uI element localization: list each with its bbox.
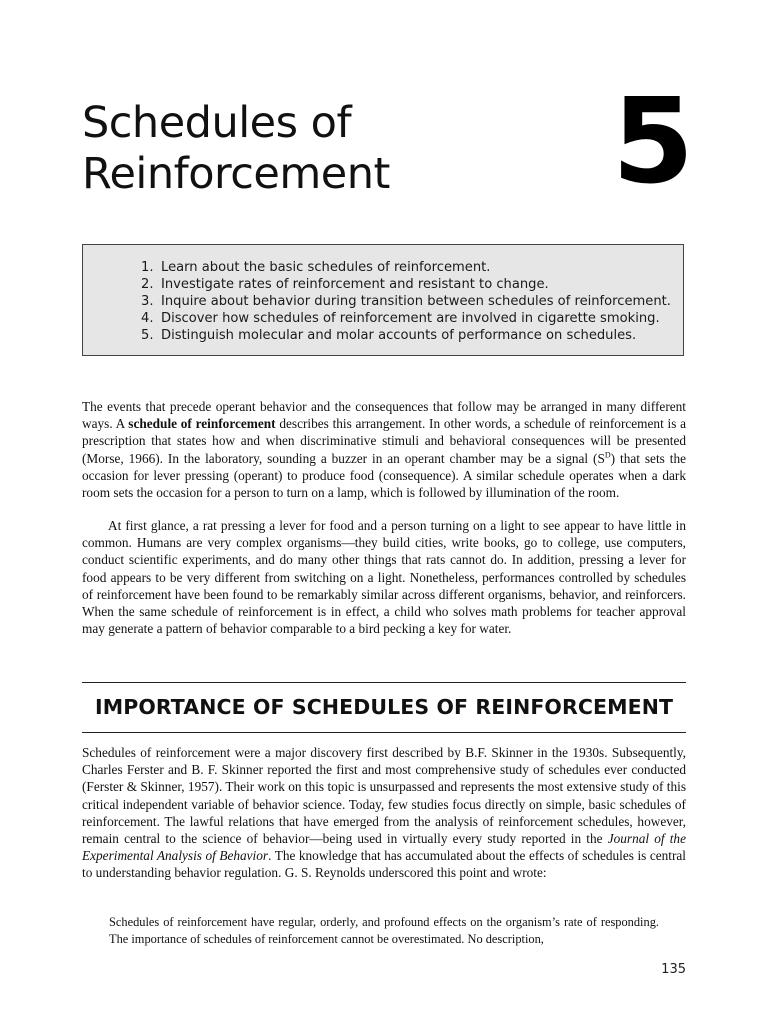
key-term: schedule of reinforcement — [128, 416, 276, 432]
objective-text: Investigate rates of reinforcement and resistant to change. — [161, 277, 549, 292]
objective-number: 5. — [141, 328, 154, 343]
chapter-title-line-1: Schedules of — [82, 98, 352, 148]
objective-number: 2. — [141, 277, 154, 292]
heading-rule-top — [82, 682, 686, 683]
objective-item — [141, 276, 683, 293]
section-text: . The knowledge that has accumulated about the effects of schedules is central to understanding behavior regulation. G. S. Reynolds underscored this point and wrote: — [82, 848, 687, 881]
section-heading: IMPORTANCE OF SCHEDULES OF REINFORCEMENT — [94, 695, 674, 719]
page-number: 135 — [661, 962, 686, 977]
objective-item — [141, 293, 683, 310]
intro-text: ) that sets the occasion for lever pressing (operant) to produce food (consequence). A similar schedule operates when a dark room sets the occasion for a person to turn on a lamp, which is followed by illumination of the room. — [82, 450, 686, 501]
objective-text: Inquire about behavior during transition between schedules of reinforcement. — [161, 294, 671, 309]
learning-objectives-box — [82, 244, 684, 356]
objective-number: 3. — [141, 294, 154, 309]
superscript: D — [604, 450, 611, 460]
objective-item — [141, 327, 683, 344]
objective-text: Discover how schedules of reinforcement are involved in cigarette smoking. — [161, 311, 660, 326]
chapter-title — [82, 98, 502, 200]
intro-text: The events that precede operant behavior and the consequences that follow may be arranged in many different ways. A — [82, 399, 686, 432]
intro-text: At first glance, a rat pressing a lever for food and a person turning on a light to see appear to have little in common. Humans are very complex organisms—they build cities, write books, go to college, use computers, conduct scientific experiments, and do many other things that rats cannot do. In addition, pressing a lever for food appears to be very different from switching on a light. Nonetheless, performances controlled by schedules of reinforcement have been found to be remarkably similar across different organisms, behavior, and reinforcers. When the same schedule of reinforcement is in effect, a child who solves math problems for teacher approval may generate a pattern of behavior comparable to a bird pecking a key for water. — [82, 518, 686, 637]
section-paragraph — [82, 744, 686, 882]
section-text: Schedules of reinforcement were a major discovery first described by B.F. Skinner in the 1930s. Subsequently, Charles Ferster and B. F. Skinner reported the first and most comprehensive study of schedules ever conducted (Ferster & Skinner, 1957). Their work on this topic is unsurpassed and represents the most extensive study of this critical independent variable of behavior science. Today, few studies focus directly on simple, basic schedules of reinforcement. The lawful relations that have emerged from the analysis of reinforcement schedules, however, remain central to the science of behavior—being used in virtually every study reported in the — [82, 745, 686, 847]
objective-text: Learn about the basic schedules of reinforcement. — [161, 260, 491, 275]
intro-paragraph-2 — [82, 517, 686, 637]
intro-paragraph-1 — [82, 398, 686, 501]
chapter-title-line-2: Reinforcement — [82, 149, 390, 199]
objective-item — [141, 310, 683, 327]
journal-title: Journal of the Experimental Analysis of Behavior — [82, 831, 686, 864]
objective-number: 1. — [141, 260, 154, 275]
intro-text: describes this arrangement. In other words, a schedule of reinforcement is a prescription that states how and when discriminative stimuli and behavioral consequences will be presented (Morse, 1966). In the laboratory, sounding a buzzer in an operant chamber may be a signal (S — [82, 416, 687, 466]
objective-number: 4. — [141, 311, 154, 326]
objectives-list — [83, 259, 683, 344]
objective-item — [141, 259, 683, 276]
block-quote: Schedules of reinforcement have regular, orderly, and profound effects on the organism’s rate of responding. The importance of schedules of reinforcement cannot be overestimated. No description, — [109, 915, 659, 946]
heading-rule-bottom — [82, 732, 686, 733]
chapter-number: 5 — [612, 72, 695, 210]
objective-text: Distinguish molecular and molar accounts of performance on schedules. — [161, 328, 637, 343]
